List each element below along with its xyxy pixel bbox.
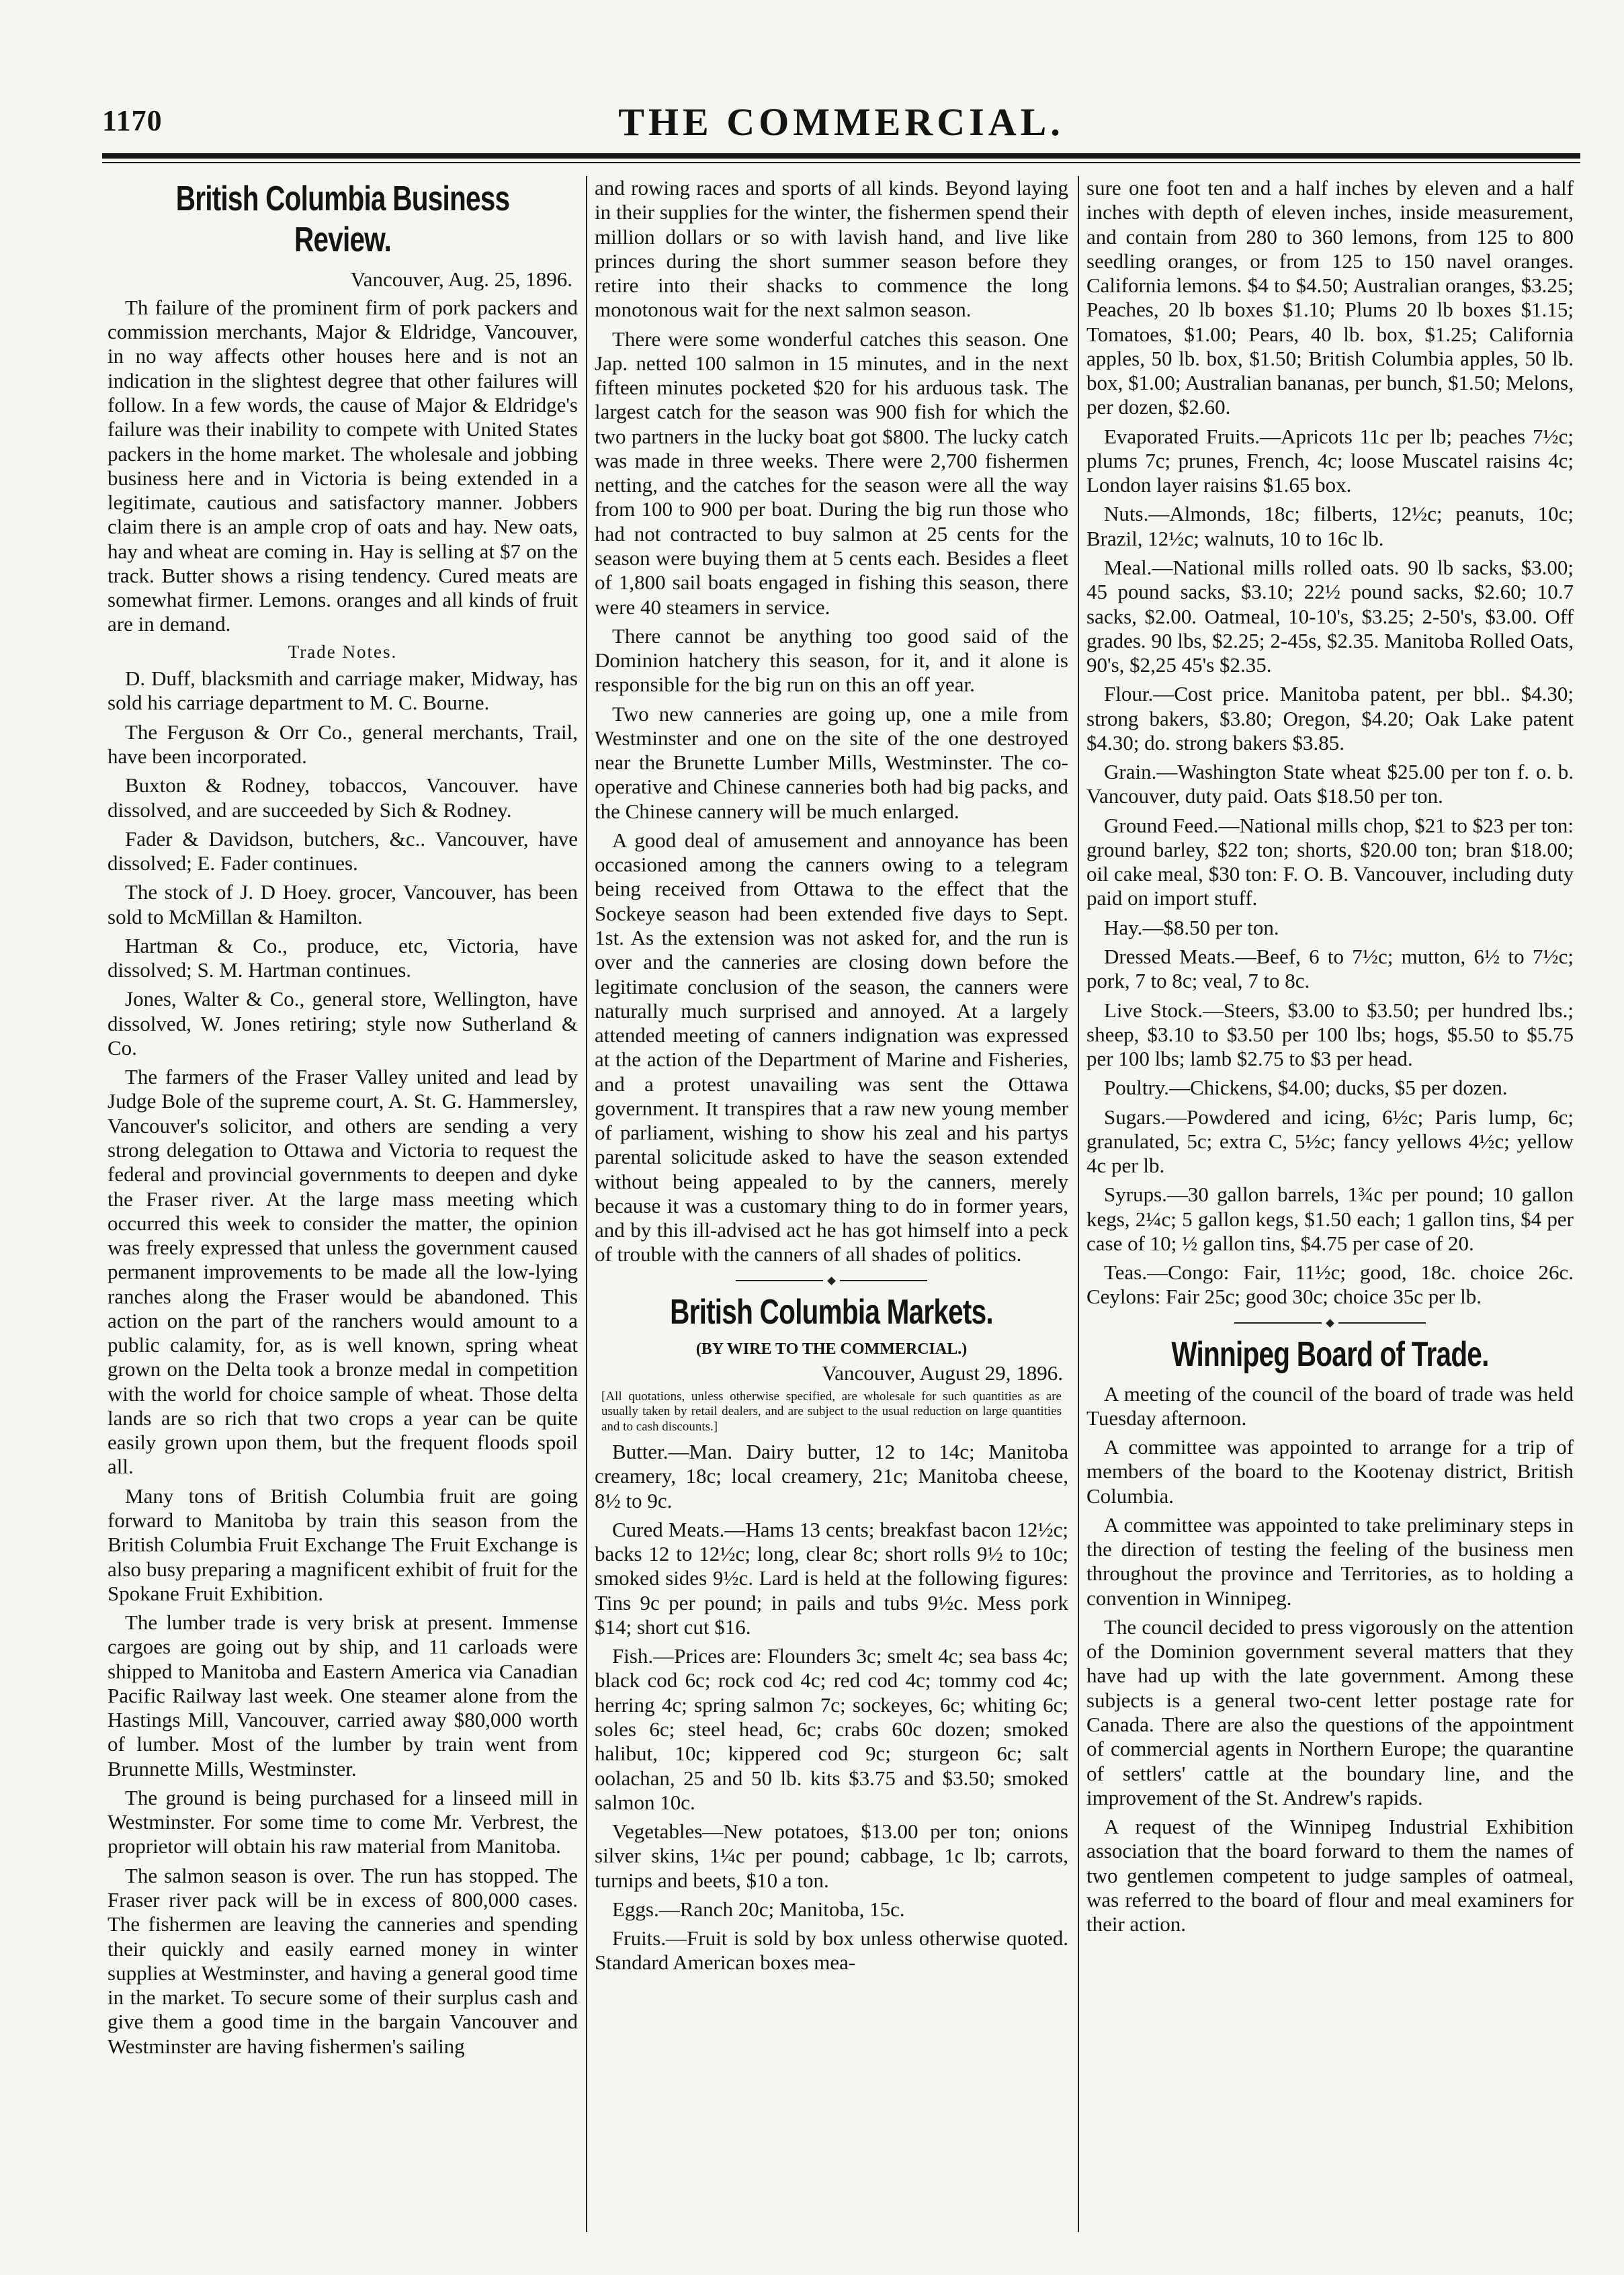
market-item: Meal.—National mills rolled oats. 90 lb sacks, $3.00; 45 pound sacks, $3.10; 22½ pound sacks, $2.60; 10.7 sacks, $2.00. Oatmeal, 10-10's, $3.25; 2-50's, $3.00. Off grades. 90 lbs, $2.25; 2-45s, $2.35. Manitoba Rolled Oats, 90's, $2,25 45's $2.35. xyxy=(1086,555,1574,677)
newspaper-title: THE COMMERCIAL. xyxy=(618,100,1064,144)
market-item: Fish.—Prices are: Flounders 3c; smelt 4c; sea bass 4c; black cod 6c; rock cod 4c; red cod 4c; tommy cod 4c; herring 4c; spring salmon 7c; sockeyes, 6c; whiting 6c; soles 6c; steel head, 6c; crabs 60c dozen; smoked halibut, 10c; kippered cod 9c; sturgeon 6c; salt oolachan, 25 and 50 lb. kits $3.75 and $3.50; smoked salmon 10c. xyxy=(595,1644,1068,1814)
markets-dateline: Vancouver, August 29, 1896. xyxy=(822,1361,1063,1385)
article-title: British Columbia Business Review. xyxy=(175,179,510,259)
article-paragraph: The lumber trade is very brisk at present. Immense cargoes are going out by ship, and 11 carloads were shipped to Manitoba and Eastern America via Canadian Pacific Railway last week. One steamer alone from the Hastings Mill, Vancouver, carried away $80,000 worth of lumber. Most of the lumber by train went from Brunnette Mills, Westminster. xyxy=(108,1611,578,1780)
article-paragraph: A committee was appointed to arrange for a trip of members of the board to the Kootenay district, British Columbia. xyxy=(1086,1435,1574,1508)
trade-note: The stock of J. D Hoey. grocer, Vancouver, has been sold to McMillan & Hamilton. xyxy=(108,880,578,929)
column-1 xyxy=(108,176,578,2245)
article-paragraph: The council decided to press vigorously on the attention of the Dominion government several matters that they have had up with the late government. Among these subjects is a general two-cent letter postage rate for Canada. There are also the questions of the appointment of commercial agents in Northern Europe; the quarantine of settlers' cattle at the boundary line, and the improvement of the St. Andrew's rapids. xyxy=(1086,1615,1574,1809)
article-paragraph: A request of the Winnipeg Industrial Exhibition association that the board forward to them the names of two gentlemen competent to judge samples of oatmeal, was referred to the board of flour and meal examiners for their action. xyxy=(1086,1815,1574,1936)
section-divider xyxy=(1086,1320,1574,1326)
market-item: Grain.—Washington State wheat $25.00 per ton f. o. b. Vancouver, duty paid. Oats $18.50 per ton. xyxy=(1086,760,1574,808)
column-2 xyxy=(595,176,1068,2245)
section-divider xyxy=(595,1278,1068,1284)
article-paragraph: The ground is being purchased for a linseed mill in Westminster. For some time to come Mr. Verbrest, the proprietor will obtain his raw material from Manitoba. xyxy=(108,1785,578,1858)
market-item: Live Stock.—Steers, $3.00 to $3.50; per hundred lbs.; sheep, $3.10 to $3.50 per 100 lbs; hogs, $5.50 to $5.75 per 100 lbs; lamb $2.75 to $3 per head. xyxy=(1086,998,1574,1071)
article-paragraph: The salmon season is over. The run has stopped. The Fraser river pack will be in excess of 800,000 cases. The fishermen are leaving the canneries and spending their quickly and easily earned money in winter supplies at Westminster, and having a general good time in the market. To secure some of their surplus cash and give them a good time in the bargain Vancouver and Westminster are having fishermen's sailing xyxy=(108,1863,578,2058)
page-number: 1170 xyxy=(102,104,163,137)
masthead-rule-thick xyxy=(102,153,1580,159)
market-item: Syrups.—30 gallon barrels, 1¾c per pound; 10 gallon kegs, 2¼c; 5 gallon kegs, $1.50 each; 1 gallon tins, $4 per case of 10; ½ gallon tins, $4.75 per case of 20. xyxy=(1086,1183,1574,1255)
article-paragraph: A good deal of amusement and annoyance has been occasioned among the canners owing to a telegram being received from Ottawa to the effect that the Sockeye season had been extended five days to Sept. 1st. As the extension was not asked for, and the run is over and the canneries are closing down before the legitimate conclusion of the season, the canners were naturally much surprised and annoyed. At a largely attended meeting of canners indignation was expressed at the action of the Department of Marine and Fisheries, and a protest unavailing was sent the Ottawa government. It transpires that a raw new young member of parliament, wishing to show his zeal and his partys parental solicitude asked to have the season extended without being appealed to by the canners, merely because it was a customary thing to do in former years, and by this ill-advised act he has got himself into a peck of trouble with the canners of all shades of politics. xyxy=(595,828,1068,1267)
market-item: Flour.—Cost price. Manitoba patent, per bbl.. $4.30; strong bakers, $3.80; Oregon, $4.20; Oak Lake patent $4.30; do. strong bakers $3.85. xyxy=(1086,682,1574,755)
market-item: Eggs.—Ranch 20c; Manitoba, 15c. xyxy=(612,1897,905,1921)
market-item: Sugars.—Powdered and icing, 6½c; Paris lump, 6c; granulated, 5c; extra C, 5½c; fancy yellows 4½c; yellow 4c per lb. xyxy=(1086,1105,1574,1178)
article-paragraph: There cannot be anything too good said of the Dominion hatchery this season, for it, and it alone is responsible for the big run on this an off year. xyxy=(595,624,1068,697)
market-item: Cured Meats.—Hams 13 cents; breakfast bacon 12½c; backs 12 to 12½c; long, clear 8c; short rolls 9½ to 10c; smoked sides 9½c. Lard is held at the following figures: Tins 9c per pound; in pails and tubs 9½c. Mess pork $14; short cut $16. xyxy=(595,1517,1068,1639)
column-divider xyxy=(586,176,587,2232)
article-paragraph: A committee was appointed to take preliminary steps in the direction of testing the feeling of the business men throughout the province and Territories, as to holding a convention in Winnipeg. xyxy=(1086,1512,1574,1610)
trade-note: The Ferguson & Orr Co., general merchants, Trail, have been incorporated. xyxy=(108,720,578,769)
market-item: Teas.—Congo: Fair, 11½c; good, 18c. choice 26c. Ceylons: Fair 25c; good 30c; choice 35c per lb. xyxy=(1086,1260,1574,1309)
market-item: Butter.—Man. Dairy butter, 12 to 14c; Manitoba creamery, 18c; local creamery, 21c; Manitoba cheese, 8½ to 9c. xyxy=(595,1440,1068,1512)
trade-note: Fader & Davidson, butchers, &c.. Vancouver, have dissolved; E. Fader continues. xyxy=(108,826,578,875)
market-item: Vegetables—New potatoes, $13.00 per ton; onions silver skins, 1¼c per pound; cabbage, 1c lb; carrots, turnips and beets, $10 a ton. xyxy=(595,1819,1068,1892)
market-item: Fruits.—Fruit is sold by box unless otherwise quoted. Standard American boxes mea- xyxy=(595,1926,1068,1975)
article-paragraph: There were some wonderful catches this season. One Jap. netted 100 salmon in 15 minutes, and in the next fifteen minutes pocketed $20 for his arduous task. The largest catch for the season was 900 fish for which the two partners in the lucky boat got $800. The lucky catch was made in three weeks. There were 2,700 fishermen netting, and the catches for the season were all the way from 100 to 900 per boat. During the big run those who had not contracted to buy salmon at 25 cents for the season were buying them at 5 cents each. Besides a fleet of 1,800 sail boats engaged in fishing this season, there were 40 steamers in service. xyxy=(595,327,1068,619)
market-item: Hay.—$8.50 per ton. xyxy=(1104,915,1279,939)
trade-note: D. Duff, blacksmith and carriage maker, Midway, has sold his carriage department to M. C. Bourne. xyxy=(108,667,578,715)
market-item: Poultry.—Chickens, $4.00; ducks, $5 per dozen. xyxy=(1104,1076,1508,1100)
trade-note: Jones, Walter & Co., general store, Wellington, have dissolved, W. Jones retiring; style now Sutherland & Co. xyxy=(108,987,578,1060)
market-item: sure one foot ten and a half inches by eleven and a half inches with depth of eleven inches, inside measurement, and contain from 280 to 360 lemons, from 125 to 800 seedling oranges, or from 125 to 150 navel oranges. California lemons. $4 to $4.50; Australian oranges, $3.25; Peaches, 20 lb boxes $1.10; Plums 20 lb boxes $1.15; Tomatoes, $1.00; Pears, 40 lb. box, $1.25; California apples, 50 lb. box, $1.50; British Columbia apples, 50 lb. box, $1.00; Australian bananas, per bunch, $1.50; Melons, per dozen, $2.60. xyxy=(1086,176,1574,419)
masthead xyxy=(102,99,1580,153)
market-item: Evaporated Fruits.—Apricots 11c per lb; peaches 7½c; plums 7c; prunes, French, 4c; loose Muscatel raisins 4c; London layer raisins $1.65 box. xyxy=(1086,424,1574,497)
article-paragraph: Many tons of British Columbia fruit are going forward to Manitoba by train this season from the British Columbia Fruit Exchange The Fruit Exchange is also busy preparing a magnificent exhibit of fruit for the Spokane Fruit Exhibition. xyxy=(108,1484,578,1605)
article-paragraph: Two new canneries are going up, one a mile from Westminster and one on the site of the one destroyed near the Brunette Lumber Mills, Westminster. The co-operative and Chinese canneries both had big packs, and the Chinese cannery will be much enlarged. xyxy=(595,701,1068,823)
market-item: Ground Feed.—National mills chop, $21 to $23 per ton: ground barley, $22 ton; shorts, $20.00 ton; bran $18.00; oil cake meal, $30 ton: F. O. B. Vancouver, including duty paid on import stuff. xyxy=(1086,813,1574,910)
column-3 xyxy=(1086,176,1574,2245)
markets-byline: (BY WIRE TO THE COMMERCIAL.) xyxy=(695,1340,968,1358)
winnipeg-title: Winnipeg Board of Trade. xyxy=(1171,1334,1489,1374)
column-divider xyxy=(1078,176,1079,2232)
trade-note: Buxton & Rodney, tobaccos, Vancouver. have dissolved, and are succeeded by Sich & Rodney. xyxy=(108,773,578,822)
market-item: Nuts.—Almonds, 18c; filberts, 12½c; peanuts, 10c; Brazil, 12½c; walnuts, 10 to 16c lb. xyxy=(1086,502,1574,550)
markets-title: British Columbia Markets. xyxy=(670,1292,993,1332)
trade-note: Hartman & Co., produce, etc, Victoria, have dissolved; S. M. Hartman continues. xyxy=(108,933,578,982)
article-dateline: Vancouver, Aug. 25, 1896. xyxy=(350,267,572,291)
article-paragraph: and rowing races and sports of all kinds. Beyond laying in their supplies for the winter, the fishermen spend their million dollars or so with lavish hand, and live like princes during the short summer season before they retire into their shacks to commence the long monotonous wait for the next salmon season. xyxy=(595,176,1068,322)
article-paragraph: The farmers of the Fraser Valley united and lead by Judge Bole of the supreme court, A. St. G. Hammersley, Vancouver's solicitor, and others are sending a very strong delegation to Ottawa and Victoria to request the federal and provincial governments to deepen and dyke the Fraser river. At the large mass meeting which occurred this week to consider the matter, the opinion was freely expressed that unless the government caused permanent improvements to be made all the low-lying ranches along the Fraser would be abandoned. This action on the part of the ranchers would amount to a public calamity, for, as is well known, spring wheat grown on the Delta took a bronze medal in competition with the world for choice sample of wheat. Those delta lands are so rich that two crops a year can be quite easily grown upon them, but the frequent floods spoil all. xyxy=(108,1065,578,1479)
market-item: Dressed Meats.—Beef, 6 to 7½c; mutton, 6½ to 7½c; pork, 7 to 8c; veal, 7 to 8c. xyxy=(1086,944,1574,993)
masthead-rule-thin xyxy=(102,162,1580,163)
article-paragraph: A meeting of the council of the board of trade was held Tuesday afternoon. xyxy=(1086,1381,1574,1430)
markets-note: [All quotations, unless otherwise specified, are wholesale for such quantities as are usually taken by retail dealers, and are subject to the usual reduction on large quantities and to cash discounts.] xyxy=(601,1389,1062,1434)
article-paragraph: Th failure of the prominent firm of pork packers and commission merchants, Major & Eldridge, Vancouver, in no way affects other houses here and is not an indication in the slightest degree that other failures will follow. In a few words, the cause of Major & Eldridge's failure was their inability to compete with United States packers in the home market. The wholesale and jobbing business here and in Victoria is being extended in a legitimate, cautious and satisfactory manner. Jobbers claim there is an ample crop of oats and hay. New oats, hay and wheat are coming in. Hay is selling at $7 on the track. Butter shows a rising tendency. Cured meats are somewhat firmer. Lemons. oranges and all kinds of fruit are in demand. xyxy=(108,295,578,636)
trade-notes-heading: Trade Notes. xyxy=(288,641,398,662)
